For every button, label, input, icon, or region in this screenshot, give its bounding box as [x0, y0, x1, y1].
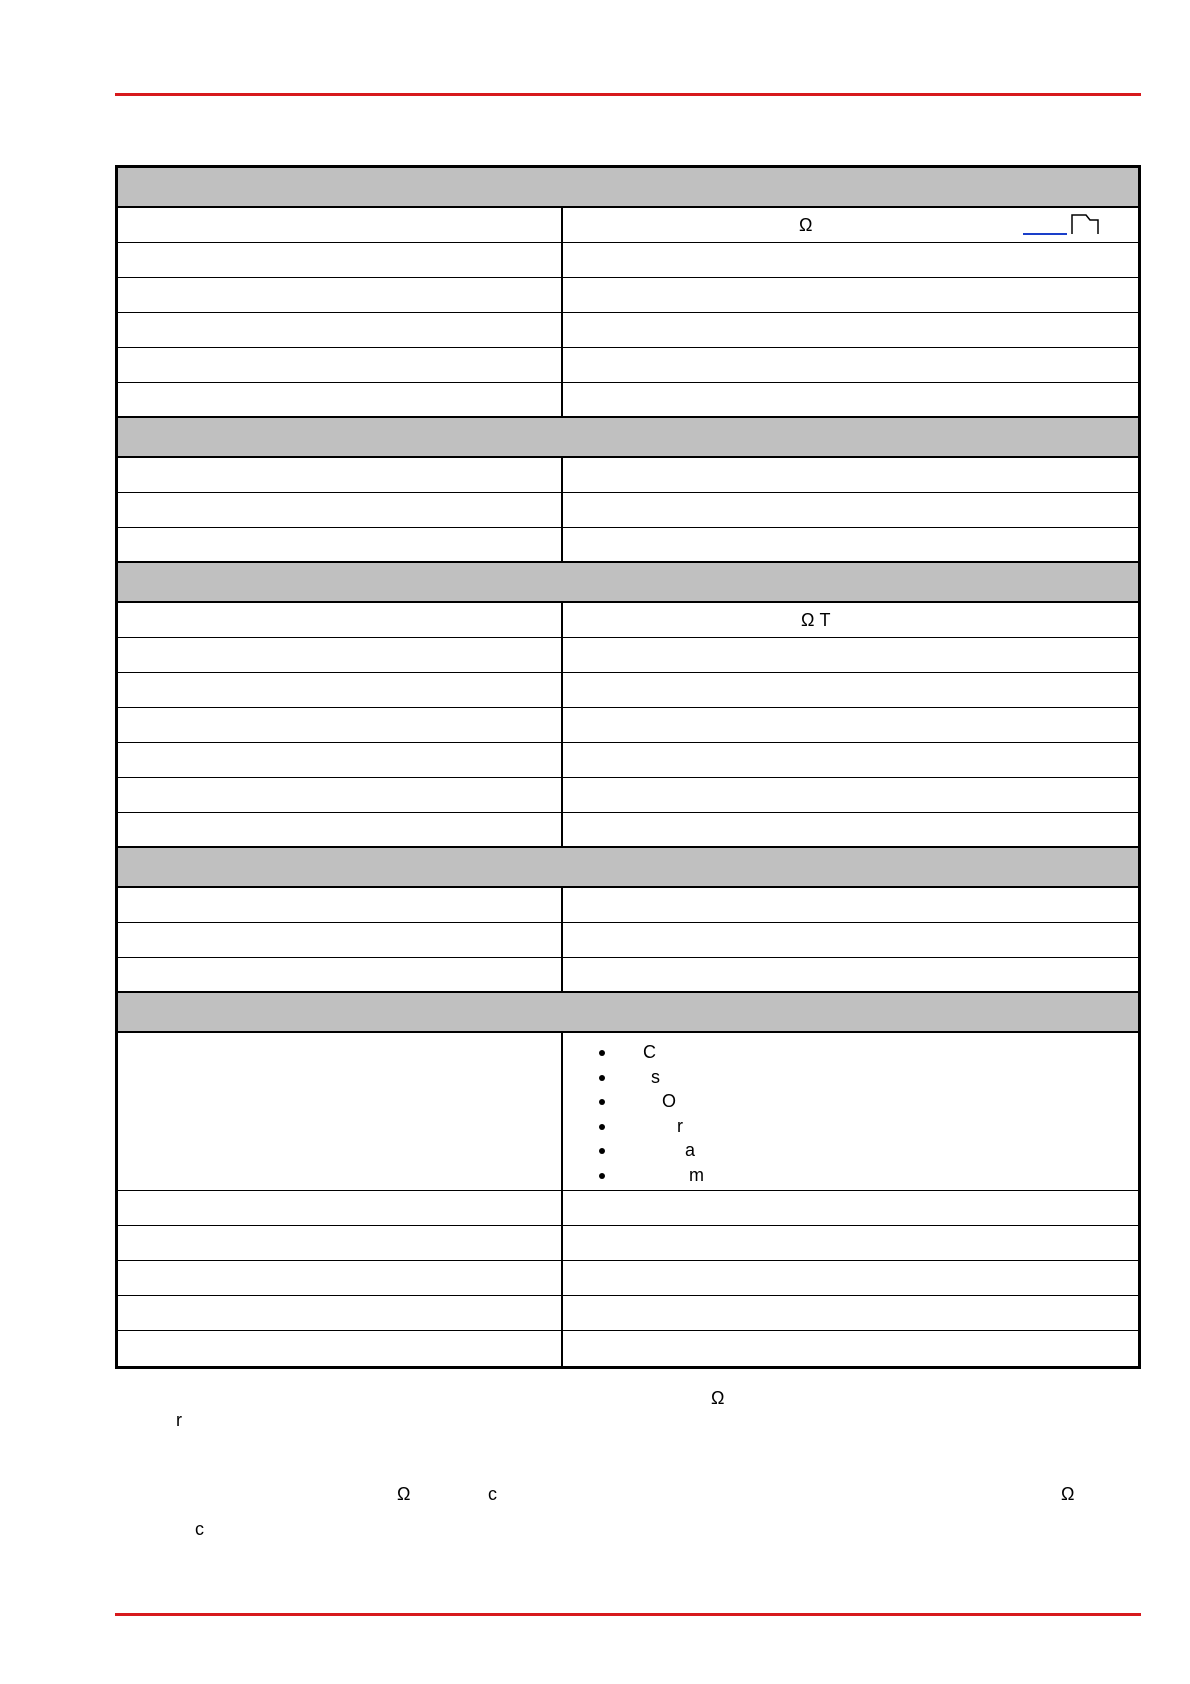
row-value-cell — [563, 778, 1138, 812]
bullet-icon — [599, 1148, 605, 1154]
row-label-cell — [118, 673, 563, 707]
row-value-cell — [563, 313, 1138, 347]
table-row — [118, 813, 1138, 848]
row-value-cell — [563, 673, 1138, 707]
footnote-1-continuation: r — [176, 1410, 182, 1430]
list-item-text: m — [689, 1164, 704, 1185]
row-label-cell — [118, 813, 563, 846]
table-row — [118, 383, 1138, 418]
header-rule — [115, 93, 1141, 96]
document-icon[interactable] — [1071, 214, 1099, 234]
footnote-2-char: c — [488, 1484, 497, 1504]
list-item-text: r — [677, 1115, 683, 1136]
row-label-cell — [118, 1296, 563, 1330]
row-value-cell — [563, 458, 1138, 492]
row-label-cell — [118, 493, 563, 527]
section-header-1 — [118, 168, 1138, 208]
row-label-cell — [118, 208, 563, 242]
table-row — [118, 743, 1138, 778]
table-row — [118, 888, 1138, 923]
table-row — [118, 243, 1138, 278]
table-row — [118, 278, 1138, 313]
row-label-cell — [118, 528, 563, 561]
list-item — [563, 1116, 1138, 1141]
row-value-cell — [563, 528, 1138, 561]
list-item-text: a — [685, 1140, 696, 1161]
table-row — [118, 1296, 1138, 1331]
list-item — [563, 1042, 1138, 1067]
row-label-cell — [118, 923, 563, 957]
row-value-cell — [563, 348, 1138, 382]
reference-link[interactable] — [1023, 233, 1067, 235]
table-row — [118, 1226, 1138, 1261]
omega-symbol: Ω — [799, 215, 813, 235]
table-row — [118, 458, 1138, 493]
row-label-cell — [118, 458, 563, 492]
bullet-list — [563, 1042, 1138, 1190]
omega-t-value: Ω T — [801, 610, 831, 630]
row-label-cell — [118, 278, 563, 312]
table-row — [118, 1331, 1138, 1366]
row-label-cell — [118, 1331, 563, 1366]
footnote-2-continuation: c — [195, 1519, 204, 1539]
row-value-cell — [563, 888, 1138, 922]
table-row — [118, 923, 1138, 958]
row-value-cell — [563, 708, 1138, 742]
list-item-text: s — [651, 1066, 660, 1087]
bullet-icon — [599, 1050, 605, 1056]
row-label-cell — [118, 603, 563, 637]
table-row — [118, 673, 1138, 708]
table-row — [118, 778, 1138, 813]
row-value-cell — [563, 278, 1138, 312]
list-item — [563, 1067, 1138, 1092]
list-item — [563, 1165, 1138, 1190]
table-row — [118, 313, 1138, 348]
row-label-cell — [118, 778, 563, 812]
section-header-5 — [118, 993, 1138, 1033]
row-label-cell — [118, 708, 563, 742]
list-item-text: C — [643, 1042, 656, 1062]
table-row — [118, 1261, 1138, 1296]
table-row — [118, 208, 1138, 243]
row-value-cell — [563, 383, 1138, 416]
footnote-2-symbol-a: Ω — [397, 1484, 411, 1504]
row-label-cell — [118, 348, 563, 382]
row-label-cell — [118, 1226, 563, 1260]
row-label-cell — [118, 958, 563, 991]
spec-table — [115, 165, 1141, 1369]
bullet-icon — [599, 1075, 605, 1081]
table-row — [118, 348, 1138, 383]
bullet-icon — [599, 1124, 605, 1130]
row-value-cell — [563, 208, 1138, 242]
row-label-cell — [118, 1261, 563, 1295]
row-value-cell — [563, 813, 1138, 846]
row-value-cell — [563, 1296, 1138, 1330]
row-value-cell — [563, 1331, 1138, 1366]
row-value-cell — [563, 923, 1138, 957]
table-row — [118, 1033, 1138, 1191]
table-row — [118, 603, 1138, 638]
table-row — [118, 493, 1138, 528]
row-label-cell — [118, 743, 563, 777]
row-value-cell — [563, 603, 1138, 637]
row-value-cell — [563, 743, 1138, 777]
section-header-4 — [118, 848, 1138, 888]
table-row — [118, 528, 1138, 563]
table-row — [118, 638, 1138, 673]
row-value-cell — [563, 243, 1138, 277]
row-label-cell — [118, 243, 563, 277]
row-label-cell — [118, 383, 563, 416]
section-header-3 — [118, 563, 1138, 603]
row-label-cell — [118, 888, 563, 922]
footnote-2-symbol-b: Ω — [1061, 1484, 1075, 1504]
bullet-icon — [599, 1173, 605, 1179]
row-value-cell — [563, 493, 1138, 527]
footnote-1-symbol: Ω — [711, 1388, 725, 1408]
row-label-cell — [118, 1033, 563, 1190]
section-header-2 — [118, 418, 1138, 458]
row-label-cell — [118, 638, 563, 672]
bullet-icon — [599, 1099, 605, 1105]
list-item-text: O — [662, 1091, 677, 1112]
row-value-cell — [563, 1226, 1138, 1260]
row-value-cell — [563, 1261, 1138, 1295]
row-label-cell — [118, 1191, 563, 1225]
list-item — [563, 1091, 1138, 1116]
footer-rule — [115, 1613, 1141, 1616]
row-label-cell — [118, 313, 563, 347]
table-row — [118, 708, 1138, 743]
list-item — [563, 1140, 1138, 1165]
table-row — [118, 958, 1138, 993]
row-value-cell — [563, 958, 1138, 991]
table-row — [118, 1191, 1138, 1226]
row-value-cell — [563, 1191, 1138, 1225]
row-value-cell — [563, 1033, 1138, 1190]
row-value-cell — [563, 638, 1138, 672]
